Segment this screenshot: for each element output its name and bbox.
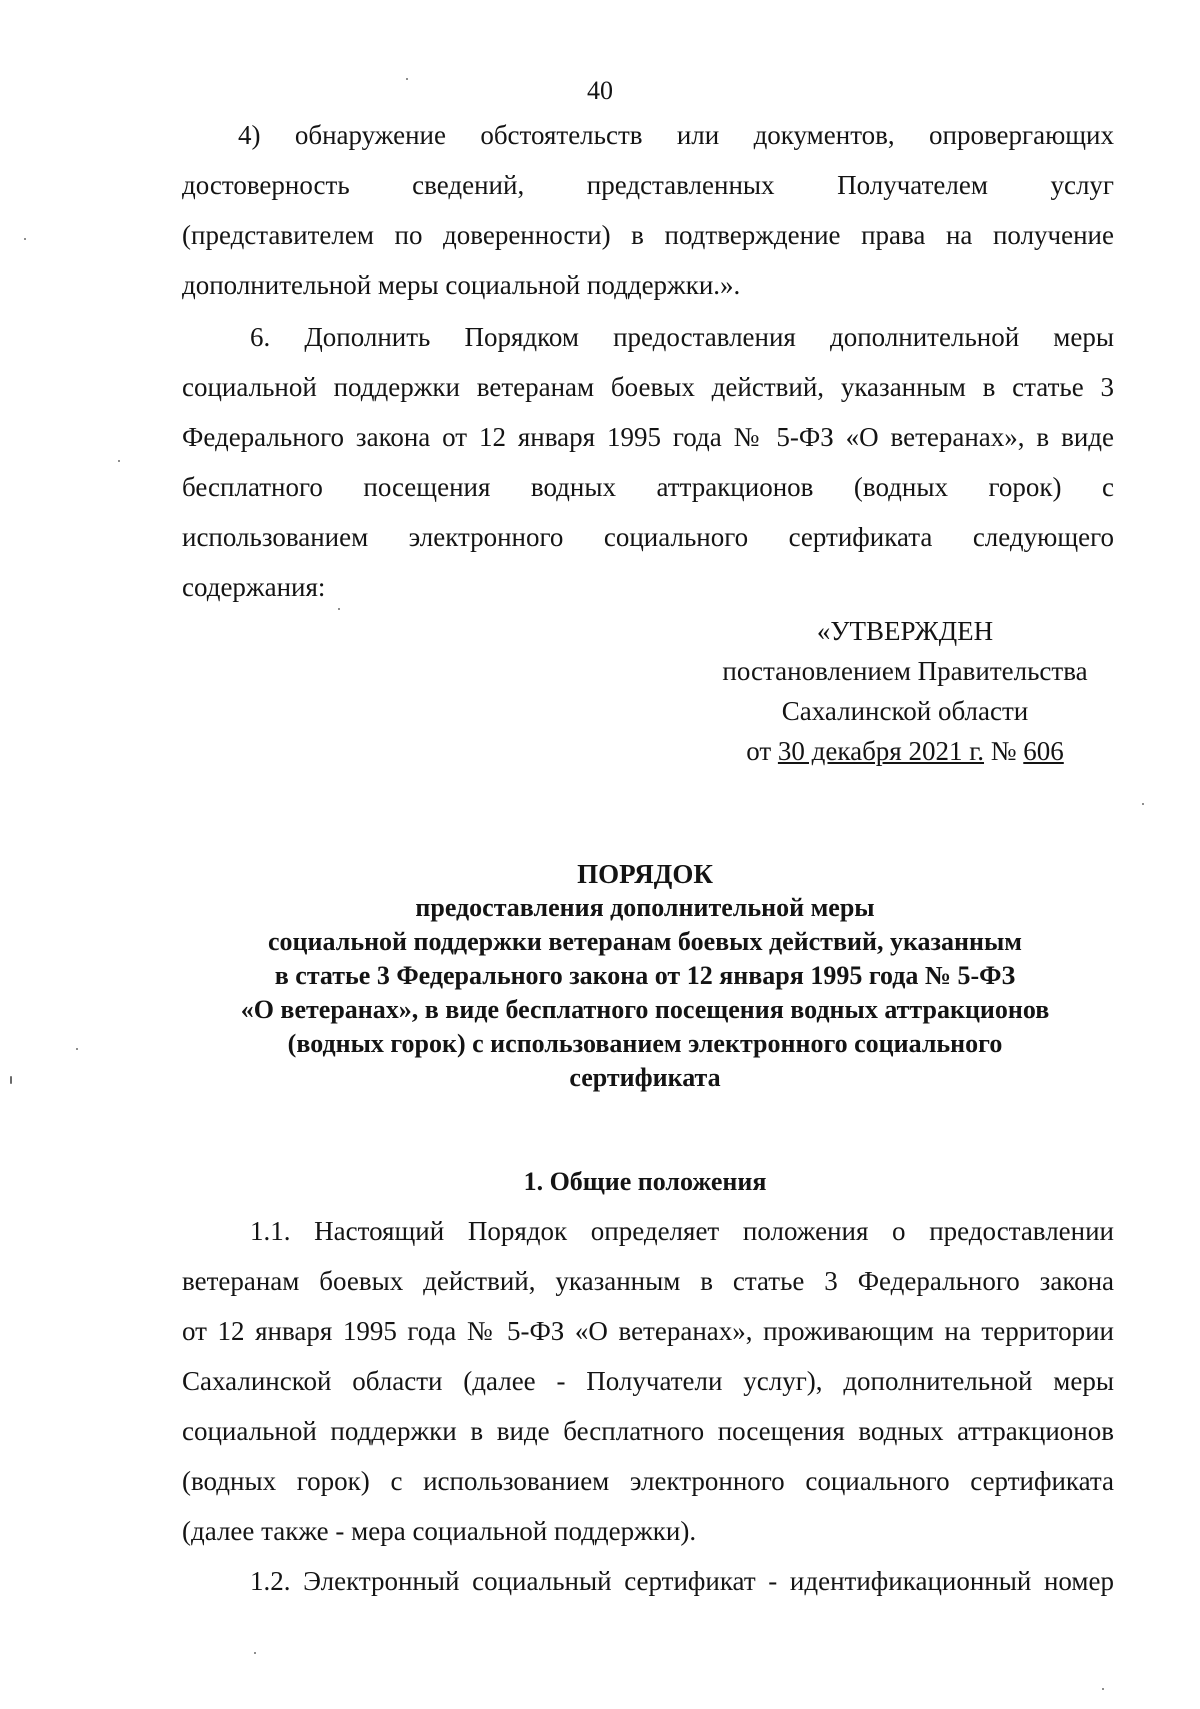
approval-line: «УТВЕРЖДЕН — [816, 616, 994, 646]
scan-speck — [254, 1652, 256, 1654]
section-heading: 1. Общие положения — [523, 1167, 767, 1196]
text-line: Сахалинской области (далее - Получатели услуг), дополнительной меры — [182, 1366, 1114, 1396]
text-line: содержания: — [182, 572, 326, 602]
approval-line: постановлением Правительства — [722, 656, 1088, 686]
title-line: в статье 3 Федерального закона от 12 января 1995 года № 5-ФЗ — [274, 961, 1016, 990]
text-line: 6. Дополнить Порядком предоставления дополнительной меры — [250, 322, 1114, 352]
title-line: сертификата — [569, 1063, 721, 1092]
scan-speck — [10, 1076, 12, 1084]
text-line: Федерального закона от 12 января 1995 года № 5-ФЗ «О ветеранах», в виде — [182, 422, 1114, 452]
text-line: (представителем по доверенности) в подтверждение права на получение — [182, 220, 1114, 250]
approval-date: 30 декабря 2021 г. — [777, 736, 985, 766]
scan-speck — [118, 460, 120, 462]
text-line: (водных горок) с использованием электронного социального сертификата — [182, 1466, 1114, 1496]
title-heading: ПОРЯДОК — [577, 859, 713, 889]
approval-number: 606 — [1023, 736, 1064, 766]
scan-speck — [24, 238, 26, 240]
text-line: от 12 января 1995 года № 5-ФЗ «О ветеранах», проживающим на территории — [182, 1316, 1114, 1346]
text-line: использованием электронного социального сертификата следующего — [182, 522, 1114, 552]
text-line: 4) обнаружение обстоятельств или документов, опровергающих — [238, 120, 1114, 150]
title-line: предоставления дополнительной меры — [415, 893, 875, 922]
approval-line: Сахалинской области — [781, 696, 1029, 726]
text-line: 1.2. Электронный социальный сертификат - идентификационный номер — [250, 1566, 1114, 1596]
text-line: (далее также - мера социальной поддержки). — [182, 1516, 697, 1546]
approval-date-line — [700, 734, 1110, 768]
text-line: социальной поддержки в виде бесплатного посещения водных аттракционов — [182, 1416, 1114, 1446]
title-line: (водных горок) с использованием электронного социального — [287, 1029, 1003, 1058]
text-line: достоверность сведений, представленных Получателем услуг — [182, 170, 1114, 200]
scan-speck — [76, 1048, 78, 1050]
title-line: социальной поддержки ветеранам боевых действий, указанным — [268, 927, 1022, 956]
text-line: бесплатного посещения водных аттракционов (водных горок) с — [182, 472, 1114, 502]
number-sign: № — [984, 736, 1024, 766]
text-line: ветеранам боевых действий, указанным в статье 3 Федерального закона — [182, 1266, 1114, 1296]
title-line: «О ветеранах», в виде бесплатного посещения водных аттракционов — [240, 995, 1050, 1024]
scan-speck — [406, 78, 408, 80]
scan-speck — [1102, 1688, 1104, 1690]
scan-speck — [338, 608, 340, 610]
text-line: социальной поддержки ветеранам боевых действий, указанным в статье 3 — [182, 372, 1114, 402]
scan-speck — [1142, 803, 1144, 805]
text-line: дополнительной меры социальной поддержки.». — [182, 270, 741, 300]
date-prefix: от — [746, 736, 778, 766]
text-line: 1.1. Настоящий Порядок определяет положения о предоставлении — [250, 1216, 1114, 1246]
page-number: 40 — [587, 76, 613, 105]
